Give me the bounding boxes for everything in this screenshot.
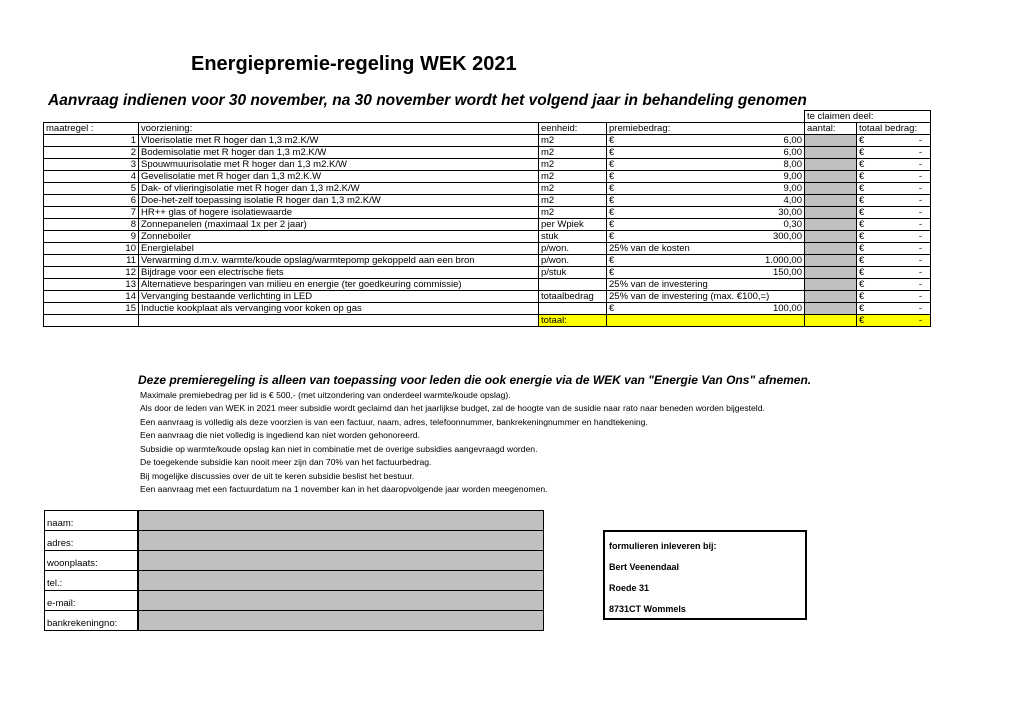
premium-currency: € [609,183,615,194]
premiebedrag-cell [607,255,805,267]
premiebedrag-cell [607,171,805,183]
premium-amount: 100,00 [772,303,802,314]
premiebedrag-cell [607,303,805,315]
total-amount: - [918,279,922,290]
voorziening-cell: Energielabel [139,243,539,255]
form-input[interactable] [138,571,544,591]
total-amount: - [918,267,922,278]
premium-amount: 4,00 [783,195,802,206]
table-row [44,159,931,171]
notes-section [140,374,811,497]
maatregel-number: 11 [44,255,139,267]
premium-currency: € [609,159,615,170]
premium-amount: 25% van de investering [609,279,708,290]
form-input[interactable] [138,551,544,571]
address-line: Roede 31 [609,583,650,593]
premium-table [43,110,931,327]
total-currency: € [859,231,865,242]
col-header-eenheid: eenheid: [539,123,607,135]
aantal-input[interactable] [805,231,857,243]
premium-currency: € [609,255,615,266]
premium-currency: € [609,303,615,314]
voorziening-cell: Spouwmuurisolatie met R hoger dan 1,3 m2.K/W [139,159,539,171]
premium-amount: 150,00 [772,267,802,278]
premium-currency: € [609,219,615,230]
eenheid-cell: m2 [539,147,607,159]
maatregel-number: 1 [44,135,139,147]
totaal-cell [857,147,931,159]
premium-currency: € [609,147,615,158]
totaal-cell [857,183,931,195]
premiebedrag-cell [607,291,805,303]
table-row [44,171,931,183]
note-line: Als door de leden van WEK in 2021 meer subsidie wordt geclaimd dan het jaarlijkse budget, zal de hoogte van de susidie naar rato naar beneden worden bijgesteld. [140,403,765,413]
eenheid-cell [539,303,607,315]
premium-amount: 30,00 [778,207,802,218]
totaal-cell [857,171,931,183]
total-row [44,315,931,327]
maatregel-number: 15 [44,303,139,315]
voorziening-cell: Verwarming d.m.v. warmte/koude opslag/warmtepomp gekoppeld aan een bron [139,255,539,267]
total-amount: - [918,243,922,254]
maatregel-number: 7 [44,207,139,219]
aantal-input[interactable] [805,219,857,231]
voorziening-cell: Bodemisolatie met R hoger dan 1,3 m2.K/W [139,147,539,159]
aantal-input[interactable] [805,207,857,219]
aantal-input[interactable] [805,303,857,315]
premium-amount: 300,00 [772,231,802,242]
total-amount: - [918,147,922,158]
eenheid-cell: per Wpiek [539,219,607,231]
voorziening-cell: Bijdrage voor een electrische fiets [139,267,539,279]
table-row [44,291,931,303]
aantal-input[interactable] [805,291,857,303]
form-label: bankrekeningno: [45,611,139,631]
address-line: Bert Veenendaal [609,562,680,572]
voorziening-cell: HR++ glas of hogere isolatiewaarde [139,207,539,219]
table-row [44,303,931,315]
aantal-input[interactable] [805,195,857,207]
total-currency: € [859,147,865,158]
maatregel-number: 10 [44,243,139,255]
form-label: tel.: [45,571,139,591]
maatregel-number: 13 [44,279,139,291]
col-header-voorziening: voorziening: [139,123,539,135]
eenheid-cell: m2 [539,183,607,195]
table-row [44,135,931,147]
voorziening-cell: Vloerisolatie met R hoger dan 1,3 m2.K/W [139,135,539,147]
premium-amount: 6,00 [783,135,802,146]
premiebedrag-cell [607,231,805,243]
aantal-input[interactable] [805,135,857,147]
eenheid-cell: m2 [539,207,607,219]
voorziening-cell: Doe-het-zelf toepassing isolatie R hoger dan 1,3 m2.K/W [139,195,539,207]
voorziening-cell: Zonneboiler [139,231,539,243]
premium-amount: 6,00 [783,147,802,158]
total-label: totaal: [539,315,607,327]
totaal-cell [857,135,931,147]
aantal-input[interactable] [805,267,857,279]
premiebedrag-cell [607,267,805,279]
totaal-cell [857,231,931,243]
form-input[interactable] [138,611,544,631]
total-amount: - [918,195,922,206]
aantal-input[interactable] [805,243,857,255]
note-line: Bij mogelijke discussies over de uit te keren subsidie beslist het bestuur. [140,470,415,481]
total-currency: € [859,315,865,326]
premium-currency: € [609,267,615,278]
total-amount: - [918,171,922,182]
total-currency: € [859,255,865,266]
eenheid-cell: stuk [539,231,607,243]
col-header-maatregel: maatregel : [44,123,139,135]
eenheid-cell: m2 [539,195,607,207]
form-label: woonplaats: [45,551,139,571]
total-currency: € [859,303,865,314]
total-amount: - [918,183,922,194]
total-currency: € [859,243,865,254]
totaal-cell [857,243,931,255]
total-currency: € [859,171,865,182]
eenheid-cell: m2 [539,171,607,183]
total-currency: € [859,291,865,302]
total-currency: € [859,183,865,194]
maatregel-number: 4 [44,171,139,183]
total-value: - [918,315,922,326]
premiebedrag-cell [607,183,805,195]
form-label: naam: [45,511,139,531]
maatregel-number: 6 [44,195,139,207]
note-line: De toegekende subsidie kan nooit meer zijn dan 70% van het factuurbedrag. [140,457,432,467]
premiebedrag-cell [607,195,805,207]
premium-currency: € [609,135,615,146]
page-title: Energiepremie-regeling WEK 2021 [191,53,517,75]
total-currency: € [859,207,865,218]
aantal-input[interactable] [805,255,857,267]
aantal-input[interactable] [805,279,857,291]
total-amount: - [918,159,922,170]
premium-currency: € [609,207,615,218]
aantal-input[interactable] [805,159,857,171]
total-amount: - [918,303,922,314]
eenheid-cell: totaalbedrag [539,291,607,303]
header-row [44,123,931,135]
totaal-cell [857,195,931,207]
note-line: Een aanvraag is volledig als deze voorzien is van een factuur, naam, adres, telefoonnummer, bankrekeningnummer en handtekening. [140,416,648,427]
voorziening-cell: Inductie kookplaat als vervanging voor koken op gas [139,303,539,315]
address-line: formulieren inleveren bij: [609,541,717,551]
total-currency: € [859,279,865,290]
note-line: Maximale premiebedrag per lid is € 500,- (met uitzondering van onderdeel warmte/koude opslag). [140,389,511,400]
total-amount: - [918,291,922,302]
totaal-cell [857,207,931,219]
premium-currency: € [609,171,615,182]
table-row [44,219,931,231]
table-row [44,267,931,279]
form-row [45,611,544,631]
premiebedrag-cell [607,159,805,171]
page-subtitle: Aanvraag indienen voor 30 november, na 30 november wordt het volgend jaar in behandeling genomen [48,92,807,109]
total-currency: € [859,267,865,278]
totaal-cell [857,219,931,231]
totaal-cell [857,291,931,303]
note-line: Subsidie op warmte/koude opslag kan niet in combinatie met de overige subsidies aangevraagd worden. [140,443,538,454]
form-input[interactable] [138,591,544,611]
eenheid-cell: p/won. [539,255,607,267]
maatregel-number: 2 [44,147,139,159]
eenheid-cell [539,279,607,291]
claim-header: te claimen deel: [805,111,931,123]
maatregel-number: 3 [44,159,139,171]
total-amount: - [918,231,922,242]
form-row [45,531,544,551]
maatregel-number: 5 [44,183,139,195]
premium-currency: € [609,231,615,242]
premium-amount: 8,00 [783,159,802,170]
total-currency: € [859,159,865,170]
premiebedrag-cell [607,207,805,219]
applicant-form [44,510,544,631]
form-input[interactable] [138,511,544,531]
form-label: adres: [45,531,139,551]
table-row [44,207,931,219]
total-amount: - [918,255,922,266]
table-row [44,183,931,195]
premium-amount: 0,30 [783,219,802,230]
premiebedrag-cell [607,243,805,255]
totaal-cell [857,279,931,291]
premium-amount: 25% van de kosten [609,243,690,254]
form-label: e-mail: [45,591,139,611]
voorziening-cell: Dak- of vlieringisolatie met R hoger dan 1,3 m2.K/W [139,183,539,195]
form-row [45,551,544,571]
premium-amount: 25% van de investering (max. €100,=) [609,291,770,302]
premiebedrag-cell [607,147,805,159]
table-row [44,279,931,291]
table-row [44,195,931,207]
premiebedrag-cell [607,135,805,147]
note-line: Een aanvraag die niet volledig is ingediend kan niet worden gehonoreerd. [140,430,420,440]
total-currency: € [859,195,865,206]
table-row [44,147,931,159]
premium-amount: 9,00 [783,171,802,182]
table-row [44,255,931,267]
totaal-cell [857,303,931,315]
eenheid-cell: p/stuk [539,267,607,279]
claim-header-row [44,111,931,123]
maatregel-number: 12 [44,267,139,279]
total-currency: € [859,219,865,230]
premium-currency: € [609,195,615,206]
table-row [44,243,931,255]
voorziening-cell: Vervanging bestaande verlichting in LED [139,291,539,303]
form-row [45,571,544,591]
form-row [45,591,544,611]
total-amount: - [918,219,922,230]
form-input[interactable] [138,531,544,551]
voorziening-cell: Zonnepanelen (maximaal 1x per 2 jaar) [139,219,539,231]
maatregel-number: 14 [44,291,139,303]
totaal-cell [857,159,931,171]
submission-address [603,530,807,620]
col-header-totaal: totaal bedrag: [857,123,931,135]
aantal-input[interactable] [805,171,857,183]
voorziening-cell: Gevelisolatie met R hoger dan 1,3 m2.K.W [139,171,539,183]
total-currency: € [859,135,865,146]
form-row [45,511,544,531]
aantal-input[interactable] [805,183,857,195]
premium-amount: 9,00 [783,183,802,194]
eenheid-cell: m2 [539,135,607,147]
premiebedrag-cell [607,219,805,231]
total-amount: - [918,135,922,146]
col-header-premiebedrag: premiebedrag: [607,123,805,135]
address-line: 8731CT Wommels [609,604,686,614]
premiebedrag-cell [607,279,805,291]
totaal-cell [857,267,931,279]
maatregel-number: 9 [44,231,139,243]
total-amount: - [918,207,922,218]
table-row [44,231,931,243]
notes-heading: Deze premieregeling is alleen van toepassing voor leden die ook energie via de WEK van "Energie Van Ons" afnemen. [138,373,812,387]
eenheid-cell: m2 [539,159,607,171]
voorziening-cell: Alternatieve besparingen van milieu en energie (ter goedkeuring commissie) [139,279,539,291]
maatregel-number: 8 [44,219,139,231]
totaal-cell [857,255,931,267]
col-header-aantal: aantal: [805,123,857,135]
aantal-input[interactable] [805,147,857,159]
premium-amount: 1.000,00 [765,255,802,266]
note-line: Een aanvraag met een factuurdatum na 1 november kan in het daaropvolgende jaar worden meegenomen. [140,484,548,494]
eenheid-cell: p/won. [539,243,607,255]
